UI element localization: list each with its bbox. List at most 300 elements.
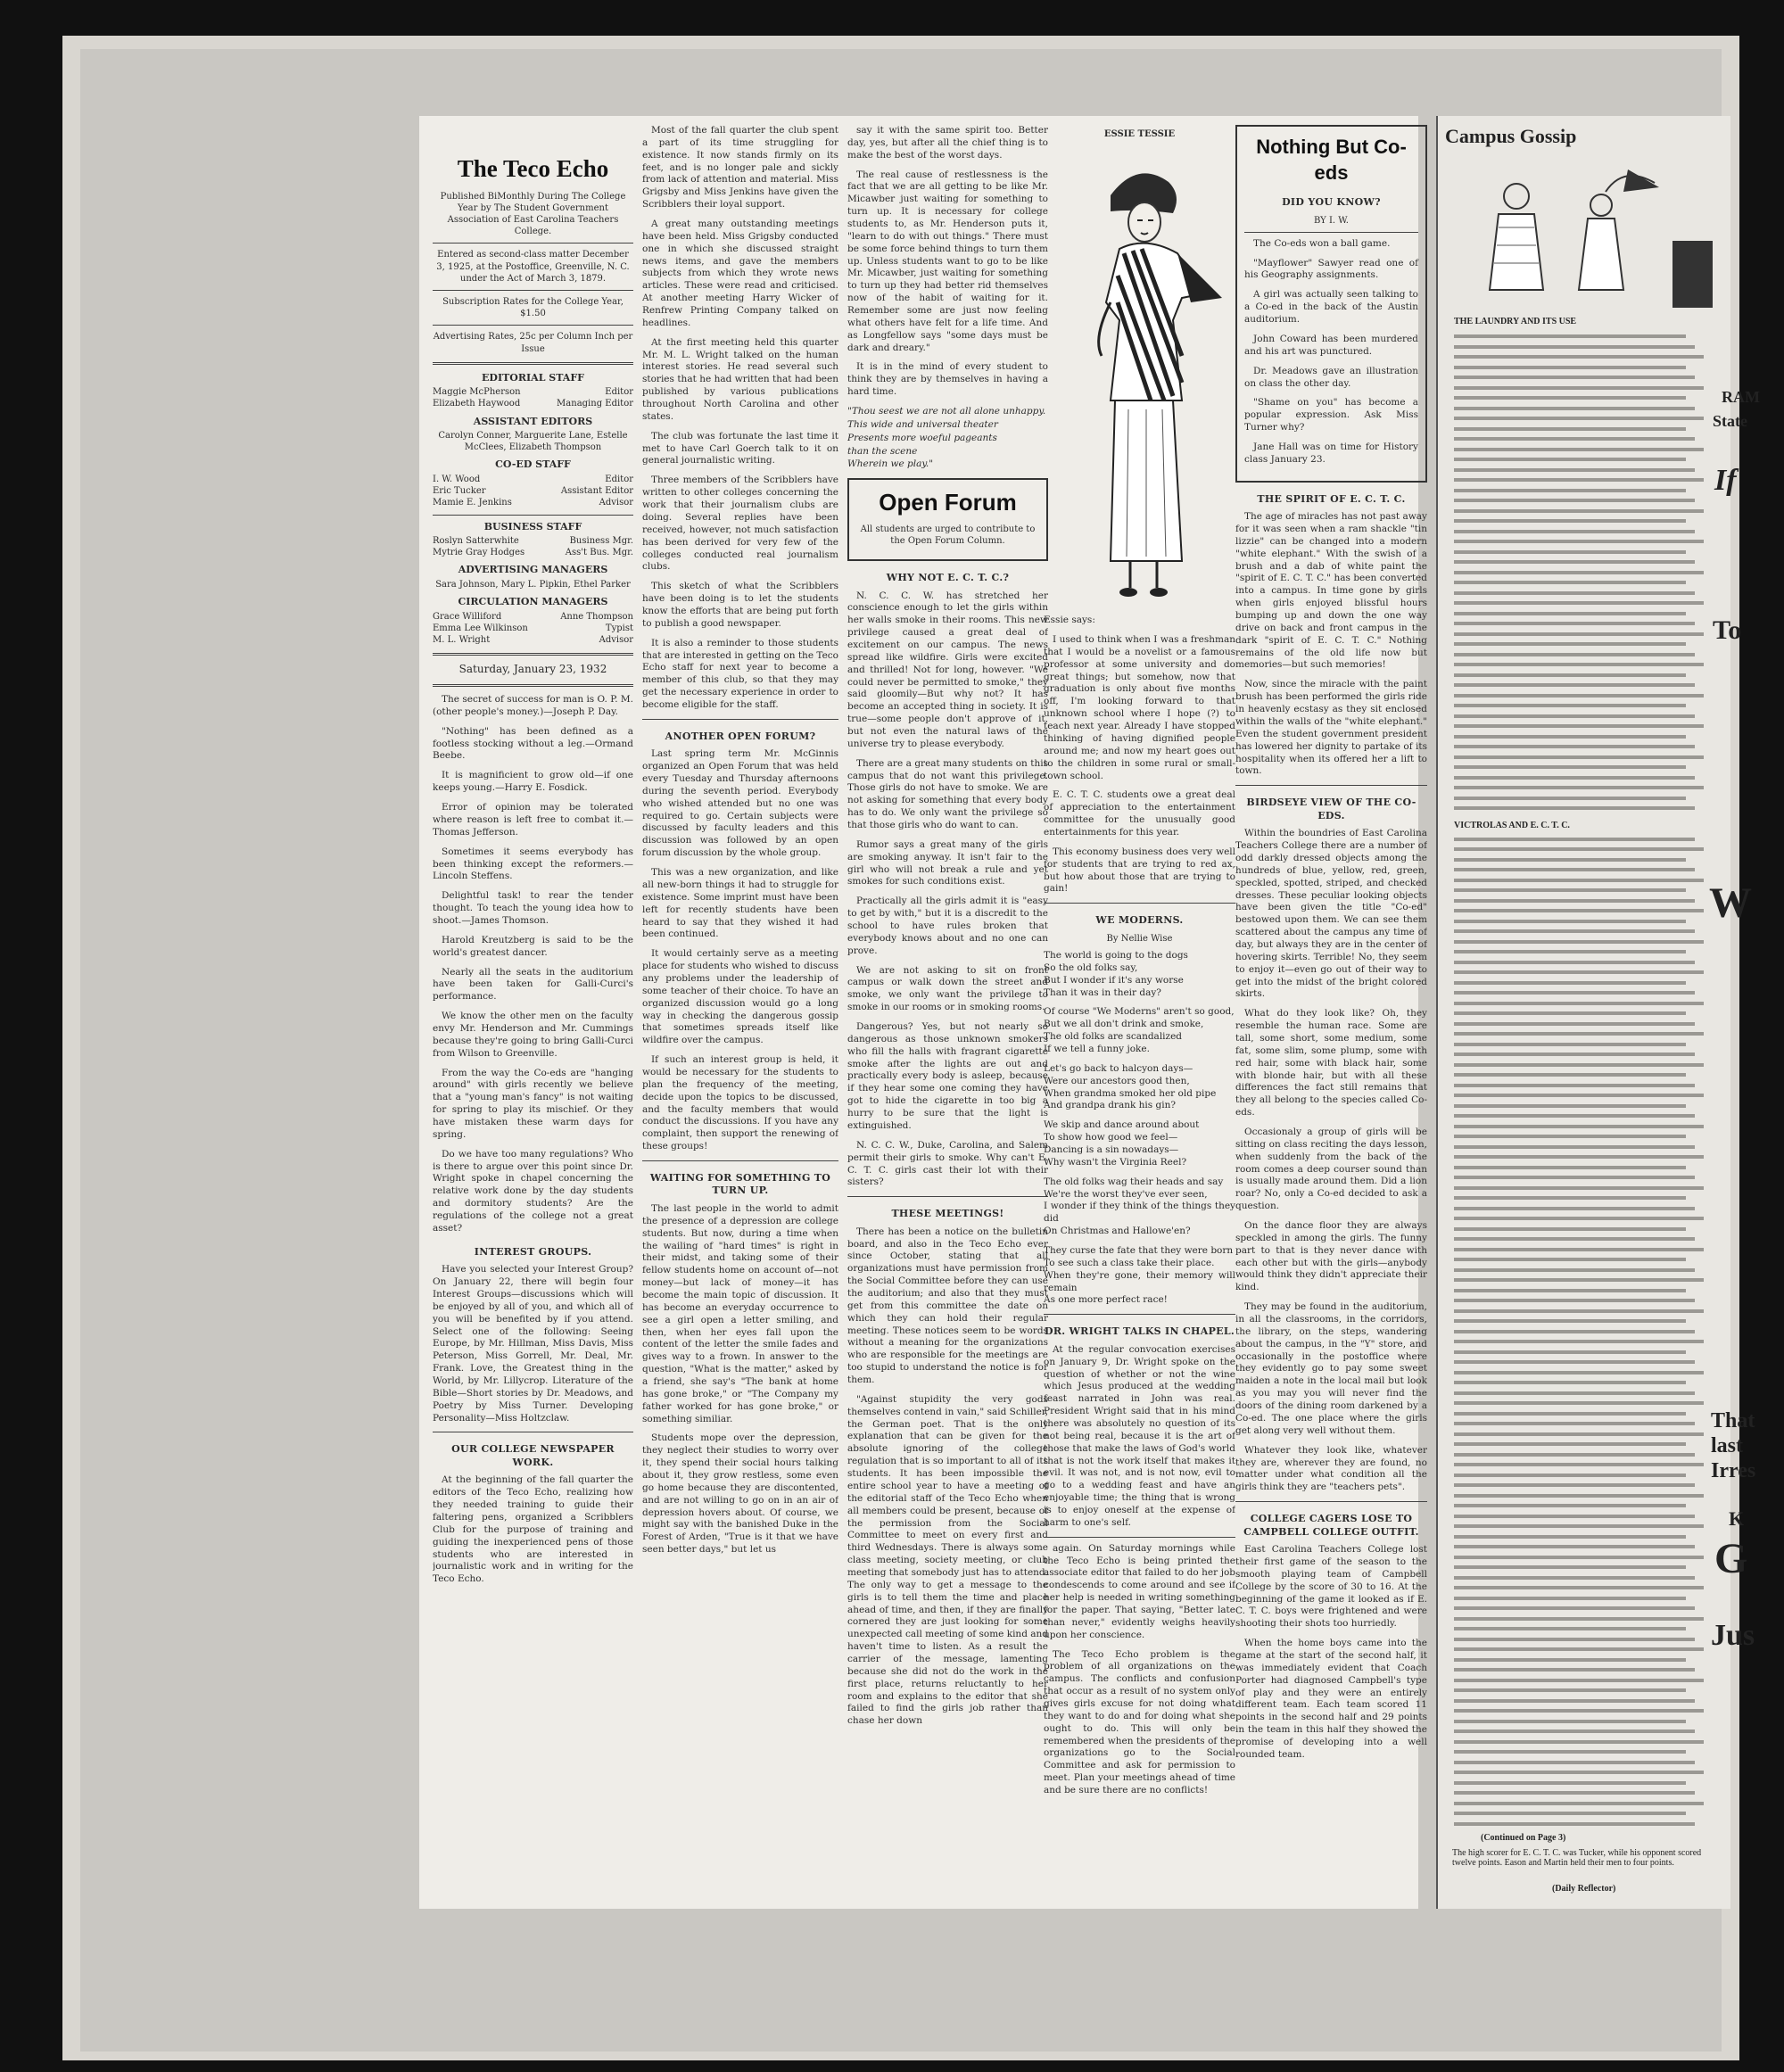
text-line: [1454, 1145, 1695, 1149]
staff-line: Grace Williford Anne Thompson: [433, 611, 633, 622]
text-line: [1454, 489, 1686, 492]
text-line: [1454, 653, 1695, 656]
poem-line: To show how good we feel—: [1044, 1132, 1178, 1143]
text-line: [1454, 417, 1704, 420]
text-line: [1454, 1196, 1686, 1200]
text-line: [1454, 1309, 1704, 1313]
staff-line: Elizabeth Haywood Managing Editor: [433, 399, 633, 409]
text-line: [1454, 1032, 1704, 1036]
spirit-heading: THE SPIRIT OF E. C. T. C.: [1257, 492, 1406, 505]
text-line: [1454, 376, 1695, 379]
poem-line: If we tell a funny joke.: [1044, 1043, 1150, 1054]
text-line: [1454, 1360, 1695, 1364]
edge-word: If: [1714, 464, 1737, 497]
edge-word: Irres: [1711, 1459, 1756, 1482]
poem-line: We skip and dance around about: [1044, 1119, 1200, 1131]
article-paragraph: On the dance floor they are always speckled in among the girls. The funny part to that is they never dance with each other but with the girls—anybody would think they didn't appreciate their kind.: [1235, 1220, 1427, 1293]
quote-item: Nearly all the seats in the auditorium have been taken for Galli-Curci's performance.: [433, 966, 633, 1003]
article-paragraph: The club was fortunate the last time it met to have Carl Goerch talk to it on general journalistic writing.: [642, 430, 838, 466]
text-line: [1454, 1617, 1704, 1621]
advertising-rates: Advertising Rates, 25c per Column Inch per Issue: [433, 332, 633, 354]
poem-line: [1044, 1169, 1235, 1176]
column-1: [433, 125, 633, 1900]
text-line: [1454, 1504, 1686, 1507]
text-line: [1454, 858, 1686, 862]
poem-line: We're the worst they've ever seen,: [1044, 1188, 1208, 1200]
article-paragraph: East Carolina Teachers College lost their first game of the season to the smooth playing team of Campbell College by the score of 30 to 16. At the beginning of the game it looked as if E. C. T. C. boys were frightened and were shooting their shots too hurriedly.: [1235, 1544, 1427, 1630]
text-line: [1454, 1688, 1686, 1692]
open-forum-title: Open Forum: [879, 489, 1017, 516]
article-paragraph: If such an interest group is held, it would be necessary for the students to plan the frequency of the meeting, decide upon the topics to be discussed, and the faculty members that would conduct the discussions. If you have any complaint, then support the renewing of these groups!: [642, 1054, 838, 1152]
text-line: [1454, 745, 1695, 748]
article-paragraph: It would certainly serve as a meeting place for students who wished to discuss any problems under the leadership of some teacher of their choice. To have an organized discussion would go a long way in checking the dangerous gossip that sometimes spreads itself like wildfire over the campus.: [642, 948, 838, 1046]
quote-item: It is magnificient to grow old—if one keeps young.—Harry E. Fosdick.: [433, 770, 633, 794]
text-line: [1454, 1135, 1686, 1138]
text-line: [1454, 550, 1686, 554]
advertising-managers-heading: ADVERTISING MANAGERS: [458, 564, 608, 576]
text-line: [1454, 1114, 1695, 1118]
text-line: [1454, 612, 1686, 615]
text-line: [1454, 468, 1695, 472]
text-line: [1454, 1043, 1686, 1046]
text-line: [1454, 920, 1686, 923]
text-line: [1454, 1278, 1704, 1282]
text-line: [1454, 663, 1704, 666]
text-line: [1454, 1750, 1686, 1754]
text-line: [1454, 499, 1695, 502]
essie-tessie-illustration: [1048, 142, 1231, 606]
text-line: [1454, 571, 1704, 574]
text-line: [1454, 704, 1686, 707]
text-line: [1454, 581, 1686, 584]
article-paragraph: The real cause of restlessness is the fact that we are all getting to be like Mr. Micawber just waiting for something to turn up. It is necessary for college students to, as Mr. Henderson puts it, "learn to do with out things." There must be some force behind things to turn them up. Unless students want to go to be like Mr. Micawber, just waiting for something to turn up they had better rid themselves now of the habit of waiting for it. Remember some are just now feeling what others have felt for a life time. And as Longfellow says "some days must be dark and dreary.": [847, 169, 1048, 353]
text-line: [1454, 981, 1686, 985]
coed-item: "Shame on you" has become a popular expression. Ask Miss Turner why?: [1244, 397, 1418, 433]
text-line: [1454, 407, 1695, 410]
article-paragraph: Occasionaly a group of girls will be sitting on class reciting the days lesson, when suddenly from the back of the room comes a deep courser sound than is usually made around them. Did a lion roar? No, only a Co-ed decided to ask a question.: [1235, 1127, 1427, 1212]
essie-tessie-caption: ESSIE TESSIE: [1103, 129, 1176, 139]
article-paragraph: The age of miracles has not past away for it was seen when a ram shackle "tin lizzie" can be changed into a modern "white elephant." With the swish of a brush and a dab of white paint the "spirit of E. C. T. C." has been converted into a campus. In time gone by girls when girls enjoyed blissful hours bumping up and down the one way drive on back and front campus in the dark "spirit of E. C. T. C." Nothing remains of the old life now but memories—but such memories!: [1235, 511, 1427, 671]
poem-line: [1044, 1238, 1235, 1245]
staff-line: Eric Tucker Assistant Editor: [433, 486, 633, 497]
text-line: [1454, 673, 1686, 677]
text-line: [1454, 1679, 1704, 1682]
text-line: [1454, 1073, 1686, 1077]
did-you-know-byline: BY I. W.: [1314, 215, 1349, 226]
quote-item: The secret of success for man is O. P. M. (other people's money.)—Joseph P. Day.: [433, 694, 633, 717]
text-line: [1454, 1740, 1704, 1744]
text-line: [1454, 1176, 1695, 1179]
article-paragraph: This was a new organization, and like all new-born things it had to struggle for existence. Some imprint must have been left for recently students have been heard to say that they wished it had been continued.: [642, 867, 838, 940]
text-line: [1454, 1422, 1695, 1425]
article-paragraph: Now, since the miracle with the paint brush has been performed the girls ride in heavenly ecstasy as they sit enclosed within the walls of the "white elephant." Even the student government president has lowered her dignity to partake of its hospitality when its offered her a lift to town.: [1235, 679, 1427, 777]
text-line: [1454, 1524, 1704, 1528]
poem-line: [1044, 999, 1235, 1006]
article-paragraph: A great many outstanding meetings have been held. Miss Grigsby conducted one in which she discussed straight news items, and gave the members subjects from which they wrote news articles. These were read and criticised. At another meeting Harry Wicker of Renfrew Printing Company talked on headlines.: [642, 219, 838, 328]
text-line: [1454, 838, 1695, 841]
text-line: [1454, 1319, 1686, 1323]
poem-line: I wonder if they think of the things they did: [1044, 1201, 1235, 1225]
circulation-managers-heading: CIRCULATION MANAGERS: [458, 596, 608, 608]
edge-word: last: [1711, 1434, 1743, 1457]
poem-line: When they're gone, their memory will remain: [1044, 1269, 1235, 1293]
text-line: [1454, 1248, 1704, 1251]
poem-line: than the scene: [847, 445, 918, 457]
article-paragraph: Last spring term Mr. McGinnis organized an Open Forum that was held every Tuesday and Thursday afternoons during the seventh period. Everybody who wished attended but no one was required to go. Certain subjects were discussed by faculty leaders and this discussion was followed by an open forum discussion by the whole group.: [642, 748, 838, 859]
text-line: [1454, 448, 1704, 451]
text-line: [1454, 560, 1695, 564]
text-line: [1454, 1011, 1686, 1015]
text-line: [1454, 530, 1695, 533]
article-paragraph: The last people in the world to admit the presence of a depression are college students. But now, during a time when the wailing of "hard times" is right in their midst, and taking some of their fellow students home on account of—not money—but lack of money—it has become the main topic of discussion. It has become an everyday occurrence to see a girl open a letter smiling, and then, when her eyes fall upon the content of the letter the smile fades and gives way to a frown. In answer to the question, "What is the matter," asked by a friend, she say's "The bank at home has gone broke," or "The Company my father worked for has gone broke," or something similiar.: [642, 1203, 838, 1424]
poem-line: When grandma smoked her old pipe: [1044, 1087, 1217, 1099]
text-line: [1454, 776, 1695, 780]
poem-line: Wherein we play.": [847, 458, 934, 470]
text-line: [1454, 786, 1704, 789]
text-line: [1454, 386, 1704, 390]
poem-line: They curse the fate that they were born: [1044, 1244, 1234, 1256]
text-line: [1454, 1104, 1686, 1108]
edge-word: That: [1711, 1409, 1755, 1432]
subscription-rates: Subscription Rates for the College Year, $1.50: [442, 296, 624, 319]
poem-line: So the old folks say,: [1044, 962, 1138, 973]
staff-line: I. W. Wood Editor: [433, 474, 633, 484]
poem-line: On Christmas and Hallowe'en?: [1044, 1226, 1191, 1237]
text-line: [1454, 1638, 1695, 1641]
dr-wright-heading: DR. WRIGHT TALKS IN CHAPEL.: [1044, 1325, 1235, 1338]
edge-word: To: [1713, 615, 1742, 645]
text-line: [1454, 797, 1686, 800]
text-line: [1454, 1812, 1686, 1815]
article-paragraph: Most of the fall quarter the club spent a part of its time struggling for existence. It now stands firmly on its feet, and is no longer pale and sickly from lack of attention and material. Miss Grigsby and Miss Jenkins have given the Scribblers their loyal support.: [642, 125, 838, 211]
coed-item: Dr. Meadows gave an illustration on class the other day.: [1244, 365, 1418, 389]
edge-word: G: [1714, 1535, 1748, 1582]
reflector-note: (Daily Reflector): [1552, 1884, 1616, 1894]
edge-word: K: [1729, 1507, 1745, 1530]
text-line: [1454, 1125, 1704, 1128]
text-line: [1454, 1658, 1686, 1662]
staff-line: M. L. Wright Advisor: [433, 635, 633, 646]
poem-line: Of course "We Moderns" aren't so good,: [1044, 1006, 1235, 1018]
open-forum-subtitle: All students are urged to contribute to the Open Forum Column.: [860, 524, 1036, 546]
text-line: [1454, 1289, 1686, 1292]
text-line: [1454, 868, 1695, 871]
text-line: [1454, 1606, 1695, 1610]
staff-line: Roslyn Satterwhite Business Mgr.: [433, 536, 633, 547]
edge-word: RAM: [1722, 388, 1760, 406]
text-line: [1454, 765, 1686, 769]
text-line: [1454, 1535, 1686, 1539]
problem-paragraph: The Teco Echo problem is the problem of all organizations on the campus. The conflicts and confusion that occur as a result of no system only gives girls excuse for not doing what they want to do and for doing what she ought to do. This will only be remembered when the presidents of the organizations go to the Social Committee and ask for permission to meet. Plan your meetings ahead of time and be sure there are no conflicts!: [1044, 1648, 1235, 1796]
text-line: [1454, 1371, 1704, 1374]
nothing-but-coeds-box: [1235, 125, 1427, 483]
staff-line: Mamie E. Jenkins Advisor: [433, 498, 633, 508]
interest-groups-text: Have you selected your Interest Group? On January 22, there will begin four Interest Groups—discussions which will be enjoyed by all of you, and which all of you will be benefited by if you attend. Select one of the following: Seeing Europe, by Mr. Hillman, Miss Davis, Miss Peterson, Miss Gorrell, Mr. Deal, Mr. Frank. Love, the Greatest thing in the World, by Mr. Lillycrop. Literature of the Bible—Short stories by Dr. Meadows, and Poetry by Miss Turner. Developing Personality—Miss Holtzclaw.: [433, 1264, 633, 1424]
text-line: [1454, 961, 1695, 964]
article-paragraph: There has been a notice on the bulletin board, and also in the Teco Echo ever since October, stating that all organizations must have permission from the Social Committee before they can use the auditorium; and also that they must get from this committee the date on which they can hold their regular meeting. These notices seem to be words without a meaning for the organizations who are responsible for the meetings are too stupid to understand the notice is for them.: [847, 1226, 1048, 1386]
poem-line: Presents more woeful pageants: [847, 432, 997, 443]
text-line: [1454, 1186, 1704, 1190]
text-line: [1454, 355, 1704, 359]
text-line: [1454, 345, 1695, 349]
poem-line: Were our ancestors good then,: [1044, 1075, 1190, 1086]
text-line: [1454, 1166, 1686, 1169]
text-line: [1454, 1771, 1704, 1774]
text-line: [1454, 478, 1704, 482]
text-line: [1454, 1802, 1704, 1805]
text-line: [1454, 1391, 1695, 1395]
text-line: [1454, 1053, 1695, 1056]
text-line: [1454, 1227, 1686, 1231]
article-paragraph: We are not asking to sit on front campus or walk down the street and smoke, we only want the privilege to smoke in our rooms or in smoking rooms.: [847, 964, 1048, 1013]
dr-wright-text: At the regular convocation exercises on January 9, Dr. Wright spoke on the question of whether or not the wine which Jesus produced at the wedding feast narrated in John was real. President Wright said that in his mind there was absolutely no question of its not being real, because it is the art of those that make the laws of God's world that is not the work itself that makes it evil. It was not, and is not now, evil to go to a wedding feast and have an enjoyable time; the thing that is wrong is to enjoy oneself at the expense of harm to one's self.: [1044, 1343, 1235, 1528]
text-line: [1454, 622, 1695, 625]
text-line: [1454, 950, 1686, 953]
article-paragraph: Dangerous? Yes, but not nearly so dangerous as those unknown smokers who fill the halls with fragrant cigarette smoke after the lights are out and practically every body is asleep, because if they hear some one coming they have got to hide the cigarette in too big a hurry to be sure that the light is extinguished.: [847, 1021, 1048, 1131]
waiting-heading: WAITING FOR SOMETHING TO TURN UP.: [649, 1171, 831, 1197]
poem-line: But we all don't drink and smoke,: [1044, 1019, 1204, 1030]
staff-line: Maggie McPherson Editor: [433, 387, 633, 398]
ectc-paragraph: E. C. T. C. students owe a great deal of appreciation to the entertainment committee for the unusually good entertainments for this year.: [1044, 789, 1235, 838]
poem-line: As one more perfect race!: [1044, 1294, 1168, 1306]
open-forum-box: [847, 478, 1048, 561]
article-paragraph: It is also a reminder to those students that are interested in getting on the Teco Echo staff for next year to become a member of this club, so that they may get the necessary experience in order to become eligible for the staff.: [642, 637, 838, 710]
text-line: [1454, 970, 1704, 974]
quote-item: Error of opinion may be tolerated where reason is left free to combat it.—Thomas Jefferson.: [433, 802, 633, 838]
interest-groups-heading: INTEREST GROUPS.: [474, 1245, 592, 1258]
article-paragraph: Within the boundries of East Carolina Teachers College there are a number of odd darkly dressed objects among the hundreds of blue, yellow, red, green, speckled, spotted, striped, and checked dresses. These peculiar looking objects have been given the title "Co-ed" bestowed upon them. We can see them scattered about the campus any time of day, but always they are in the center of hovering skirts. Terrible! No, they seem to enjoy it—even go out of their way to get into the midst of the bright colored skirts.: [1235, 828, 1427, 1000]
article-paragraph: This sketch of what the Scribblers have been doing is to let the students know the efforts that are being put forth to publish a good newspaper.: [642, 581, 838, 629]
masthead-title: The Teco Echo: [457, 155, 609, 182]
poem-line: "Thou seest we are not all alone unhappy.: [847, 406, 1046, 417]
text-line: [1454, 1155, 1704, 1159]
text-line: [1454, 458, 1686, 461]
quote-item: "Nothing" has been defined as a footless stocking without a leg.—Ormand Beebe.: [433, 725, 633, 762]
we-moderns-poem: [1044, 950, 1235, 1307]
text-line: [1454, 1720, 1686, 1723]
text-line: [1454, 1822, 1695, 1826]
column-5: [1235, 125, 1427, 1900]
continued-note: (Continued on Page 3): [1481, 1833, 1566, 1843]
nothing-but-coeds-title: Nothing But Co-eds: [1256, 136, 1407, 185]
staff-line: Emma Lee Wilkinson Typist: [433, 623, 633, 633]
text-line: [1454, 1207, 1695, 1210]
text-line: [1454, 1627, 1686, 1630]
text-line: [1454, 427, 1686, 431]
why-not-ectc-heading: WHY NOT E. C. T. C.?: [886, 572, 1010, 584]
text-line: [1454, 1381, 1686, 1384]
text-line: [1454, 519, 1686, 523]
text-line: [1454, 1330, 1695, 1333]
text-line: [1454, 888, 1686, 892]
text-line: [1454, 509, 1704, 513]
quote-item: Delightful task! to rear the tender thought. To teach the young idea how to shoot.—James Thomson.: [433, 890, 633, 926]
text-line: [1454, 879, 1704, 882]
text-line: [1454, 1401, 1704, 1405]
text-line: [1454, 1094, 1704, 1097]
poem-line: [1044, 1056, 1235, 1063]
text-line: [1454, 1237, 1695, 1241]
article-paragraph: Practically all the girls admit it is "easy to get by with," but it is a discredit to the school to have rules broken that everybody knows about and no one can prove.: [847, 896, 1048, 956]
text-line: [1454, 714, 1695, 718]
quote-item: Sometimes it seems everybody has been thinking except the reformers.—Lincoln Steffens.: [433, 846, 633, 882]
text-line: [1454, 1556, 1704, 1559]
these-meetings-heading: THESE MEETINGS!: [891, 1208, 1004, 1220]
coed-item: Jane Hall was on time for History class January 23.: [1244, 441, 1418, 465]
text-line: [1454, 847, 1704, 851]
we-moderns-byline: By Nellie Wise: [1106, 933, 1173, 944]
economy-paragraph: This economy business does very well for students that are trying to red ax, but how about those that are trying to gain!: [1044, 846, 1235, 895]
poem-line: [1044, 1112, 1235, 1119]
text-line: [1454, 366, 1686, 369]
text-line: [1454, 1709, 1704, 1713]
text-line: [1454, 591, 1695, 595]
article-paragraph: What do they look like? Oh, they resemble the human race. Some are tall, some short, some medium, some fat, some slim, some plump, some with red hair, some with black hair, some with blonde hair, but with all these differences the fact still remains that they all belong to the species called Co-eds.: [1235, 1008, 1427, 1119]
text-line: [1454, 1483, 1695, 1487]
edge-word: Jus: [1711, 1619, 1755, 1652]
text-line: [1454, 334, 1686, 338]
text-line: [1454, 1412, 1686, 1416]
text-line: [1454, 899, 1695, 903]
essie-text: I used to think when I was a freshman that I would be a novelist or a famous professor at some university and do great things; but somehow, now that graduation is only about five months off, I'm looking forward to that unknown school where I hope (?) to teach next year. Already I have stopped thinking of having dignified people around me; and now my heart goes out to the children in some rural or small-town school.: [1044, 634, 1235, 781]
again-paragraph: again. On Saturday mornings while the Teco Echo is being printed the associate editor that failed to do her job condescends to come around and see if her help is needed in writing something for the paper. That saying, "Better late than never," evidently weighs heavily upon her conscience.: [1044, 1542, 1235, 1640]
text-line: [1454, 1494, 1704, 1498]
poem-line: Than it was in their day?: [1044, 986, 1161, 998]
text-line: [1454, 694, 1704, 698]
article-paragraph: say it with the same spirit too. Better day, yes, but after all the chief thing is to make the best of the worst days.: [847, 125, 1048, 161]
article-paragraph: At the first meeting held this quarter Mr. M. L. Wright talked on the human interest stories. He read several such stories that he had written that had been published by various publications throughout North Carolina and other states.: [642, 336, 838, 422]
article-paragraph: They may be found in the auditorium, in all the classrooms, in the corridors, the library, on the steps, wandering about the campus, in the "Y" store, and occasionally in the postoffice where they evidently go to pay some sweet maiden a note in the local mail but look as you may you will never find the doors of the dining room darkened by a Co-ed. The one place where the girls get along very well without them.: [1235, 1301, 1427, 1436]
campus-gossip-illustration: [1445, 156, 1713, 308]
text-line: [1454, 1597, 1686, 1600]
entry-info: Entered as second-class matter December 3, 1925, at the Postoffice, Greenville, N. C. under the Act of March 3, 1879.: [436, 250, 630, 284]
text-line: [1454, 1084, 1695, 1087]
text-line: [1454, 1515, 1695, 1518]
column-3: [847, 125, 1048, 1900]
article-paragraph: "Against stupidity the very gods themselves contend in vain," said Schiller, the German poet. That is the only explanation that can be given for the absolute ignoring of the college regulation that is so important to all of its students. It has been impossible the entire school year to have a meeting of the editorial staff of the Teco Echo when all members could be present, because of the permission from the Social Committee to meet on every first and third Wednesdays. There is always some class meeting, society meeting, or club meeting that somebody just has to attend. The only way to get a message to the girls is to tell them the time and place ahead of time, and then, if they are finally cornered they are just looking for some unexpected call meeting of some kind and haven't time to listen. As a result the carrier of the message, lamenting because she did not do the work in the first place, returns reluctantly to her room and explains to the editor that she failed to find the girls job rather than chase her down: [847, 1393, 1048, 1727]
text-line: [1454, 940, 1704, 944]
quote-item: Do we have too many regulations? Who is there to argue over this point since Dr. Wright spoke in chapel concerning the relative work done by the day students and dormitory students? Are the regulations of the college not a great asset?: [433, 1148, 633, 1234]
article-paragraph: Three members of the Scribblers have written to other colleges concerning the work that their journalism clubs are doing. Several replies have been received, however, not much satisfaction has been derived for very few of the colleges conducted real journalism clubs.: [642, 475, 838, 573]
text-line: [1454, 1729, 1695, 1733]
text-line: [1454, 1699, 1695, 1703]
text-line: [1454, 437, 1695, 441]
article-paragraph: N. C. C. W. has stretched her conscience enough to let the girls within her walls smoke in their rooms. This new privilege caused a great deal of excitement on our campus. The news spread like wildfire. Girls were excited and thrilled! Not for long, however. "We could never be permitted to smoke," they said gloomily—But why not? It has become an accepted thing in society. It is true—some people don't approve of it, but not even the natural laws of the universe try to please everybody.: [847, 590, 1048, 749]
text-line: [1454, 1432, 1704, 1436]
coed-item: A girl was actually seen talking to a Co-ed in the back of the Austin auditorium.: [1244, 289, 1418, 326]
text-line: [1454, 1668, 1695, 1672]
text-line: [1454, 1474, 1686, 1477]
article-paragraph: There are a great many students on this campus that do not want this privilege. Those girls do not have to smoke. We are not asking for something that every body has to do. We only want the privilege so that those girls who do want to can.: [847, 757, 1048, 831]
poem-line: Let's go back to halcyon days—: [1044, 1062, 1193, 1074]
edge-word: State: [1713, 412, 1747, 430]
text-line: [1454, 540, 1704, 543]
article-paragraph: N. C. C. W., Duke, Carolina, and Salem permit their girls to smoke. Why can't E. C. T. C. girls cast their lot with their sisters?: [847, 1139, 1048, 1188]
text-line: [1454, 601, 1704, 605]
cagers-heading: COLLEGE CAGERS LOSE TO CAMPBELL COLLEGE OUTFIT.: [1243, 1513, 1419, 1538]
campus-gossip-title: Campus Gossip: [1445, 125, 1577, 147]
text-line: [1454, 735, 1686, 739]
issue-date: Saturday, January 23, 1932: [458, 663, 607, 676]
newspaper-work-heading: OUR COLLEGE NEWSPAPER WORK.: [451, 1443, 615, 1468]
text-line: [1454, 1576, 1695, 1580]
text-line: [1454, 1350, 1686, 1354]
business-staff-heading: BUSINESS STAFF: [483, 520, 582, 532]
text-line: [1454, 1463, 1704, 1466]
text-line: [1454, 1791, 1695, 1795]
victrolas-heading: VICTROLAS AND E. C. T. C.: [1454, 821, 1570, 830]
text-line: [1454, 755, 1704, 759]
text-line: [1454, 1761, 1695, 1764]
laundry-heading: THE LAUNDRY AND ITS USE: [1454, 317, 1577, 326]
birdseye-heading: BIRDSEYE VIEW OF THE CO-EDS.: [1246, 797, 1416, 821]
text-line: [1454, 642, 1686, 646]
text-line: [1454, 683, 1695, 687]
text-line: [1454, 1442, 1686, 1446]
newspaper-work-text: At the beginning of the fall quarter the editors of the Teco Echo, realizing how they needed training to guide their faltering pens, organized a Scribblers Club for the purpose of training and guiding the inexperienced pens of those students who are interested in journalistic work and in writing for the Teco Echo.: [433, 1474, 633, 1585]
quote-item: We know the other men on the faculty envy Mr. Henderson and Mr. Cummings because they're going to bring Galli-Curci from Wilson to Greenville.: [433, 1011, 633, 1059]
text-line: [1454, 1217, 1704, 1220]
text-line: [1454, 1340, 1704, 1343]
coed-item: The Co-eds won a ball game.: [1253, 237, 1391, 249]
advertising-managers: Sara Johnson, Mary L. Pipkin, Ethel Parker: [435, 579, 631, 590]
poem-line: The old folks are scandalized: [1044, 1031, 1182, 1043]
text-line: [1454, 1063, 1704, 1067]
column-4: [1044, 125, 1235, 1900]
poem-line: The world is going to the dogs: [1044, 949, 1188, 961]
article-paragraph: Rumor says a great many of the girls are smoking anyway. It isn't fair to the girl who will not break a rule and yet smokes for such conditions exist.: [847, 838, 1048, 887]
text-line: [1454, 929, 1695, 933]
assistant-editors: Carolyn Conner, Marguerite Lane, Estelle McClees, Elizabeth Thompson: [438, 431, 628, 453]
text-line: [1454, 632, 1704, 636]
article-paragraph: When the home boys came into the game at the start of the second half, it was immediately evident that Coach Porter had diagnosed Campbell's type of play and they were an entirely different team. Each team scored 11 points in the second half and 29 points in the team in this half they showed the promise of developing into a well rounded team.: [1235, 1638, 1427, 1760]
text-line: [1454, 1022, 1695, 1026]
tail-text: The high scorer for E. C. T. C. was Tucker, while his opponent scored twelve points. Eason and Martin held their men to four points.: [1452, 1848, 1702, 1868]
text-line: [1454, 1781, 1686, 1785]
coed-item: "Mayflower" Sawyer read one of his Geography assignments.: [1244, 257, 1418, 281]
text-line: [1454, 1268, 1695, 1272]
pub-info: Published BiMonthly During The College Year by The Student Government Association of East Carolina Teachers College.: [440, 191, 626, 237]
article-paragraph: It is in the mind of every student to think they are by themselves in having a hard time.: [847, 361, 1048, 398]
text-line: [1454, 1565, 1686, 1569]
poem-line: Dancing is a sin nowadays—: [1044, 1143, 1179, 1155]
poem-line: But I wonder if it's any worse: [1044, 974, 1184, 986]
we-moderns-heading: WE MODERNS.: [1095, 914, 1184, 927]
text-line: [1454, 991, 1695, 995]
poem-line: And grandpa drank his gin?: [1044, 1100, 1176, 1111]
coed-item: John Coward has been murdered and his art was punctured.: [1244, 333, 1418, 357]
text-line: [1454, 1545, 1695, 1548]
text-line: [1454, 1586, 1704, 1589]
text-line: [1454, 1002, 1704, 1005]
staff-line: Mytrie Gray Hodges Ass't Bus. Mgr.: [433, 548, 633, 558]
assistant-editors-heading: ASSISTANT EDITORS: [473, 415, 593, 427]
another-open-forum-heading: ANOTHER OPEN FORUM?: [665, 730, 816, 742]
poem-line: Why wasn't the Virginia Reel?: [1044, 1156, 1187, 1168]
text-line: [1454, 806, 1695, 810]
text-line: [1454, 1299, 1695, 1302]
text-line: [1454, 1453, 1695, 1457]
quote-item: From the way the Co-eds are "hanging around" with girls recently we believe that a "young man's fancy" is not waiting for spring to play its mischief. Or they have mistaken these warm days for spring.: [433, 1067, 633, 1140]
coed-staff-heading: CO-ED STAFF: [495, 458, 571, 471]
text-line: [1454, 1647, 1704, 1651]
did-you-know-heading: DID YOU KNOW?: [1282, 196, 1381, 209]
article-paragraph: Students mope over the depression, they neglect their studies to worry over it, they spend their social hours talking about it, they grow restless, some even go home because they are discontented, and are not willing to go on in an air of depression hovers about. Of course, we might say with the banished Duke in the Forest of Arden, "True is it that we have seen better days," but let us: [642, 1432, 838, 1556]
poem-line: This wide and universal theater: [847, 418, 998, 430]
column-2: [642, 125, 838, 1900]
text-line: [1454, 396, 1686, 400]
essie-says: Essie says:: [1044, 615, 1095, 626]
